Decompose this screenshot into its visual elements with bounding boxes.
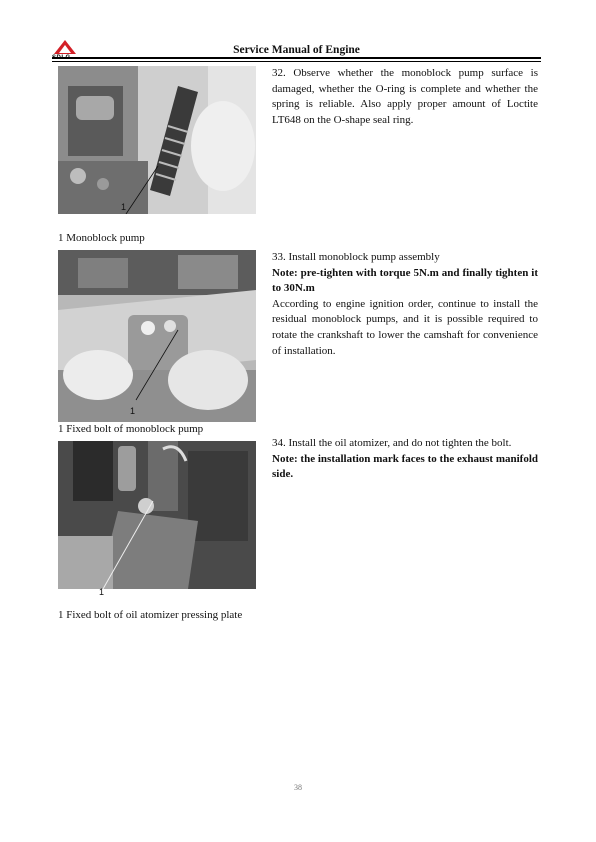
header-rule-thin bbox=[52, 61, 541, 62]
figure-caption: 1 Monoblock pump bbox=[58, 232, 145, 244]
figure-caption: 1 Fixed bolt of oil atomizer pressing plate bbox=[58, 609, 243, 621]
page-number: 38 bbox=[294, 783, 302, 792]
step-body: 33. Install monoblock pump assembly bbox=[272, 251, 440, 263]
logo-text: SDLG bbox=[52, 55, 71, 61]
page-header bbox=[52, 40, 541, 68]
monoblock-pump-bolt-photo bbox=[58, 250, 256, 422]
step-33 bbox=[272, 250, 538, 359]
figure-caption: 1 Fixed bolt of monoblock pump bbox=[58, 423, 204, 435]
step-body: 32. Observe whether the monoblock pump surface is damaged, whether the O-ring is complete and whether the spring is reliable. Also apply proper amount of Loctite LT648 on the O-shape seal ring. bbox=[272, 67, 538, 126]
figure-callout-number: 1 bbox=[99, 587, 105, 597]
oil-atomizer-bolt-photo bbox=[58, 441, 256, 599]
step-extra: According to engine ignition order, continue to install the residual monoblock pumps, and it is possible required to rotate the crankshaft to lower the camshaft for convenience of installation. bbox=[272, 297, 538, 357]
figure-callout-number: 1 bbox=[121, 202, 127, 212]
figure-callout-number: 1 bbox=[130, 406, 136, 416]
monoblock-pump-photo bbox=[58, 66, 256, 214]
step-32 bbox=[272, 66, 538, 128]
header-rule-thick bbox=[52, 57, 541, 59]
step-note: Note: pre-tighten with torque 5N.m and finally tighten it to 30N.m bbox=[272, 266, 538, 295]
step-note: Note: the installation mark faces to the exhaust manifold side. bbox=[272, 452, 538, 481]
header-title: Service Manual of Engine bbox=[233, 44, 360, 56]
step-body: 34. Install the oil atomizer, and do not tighten the bolt. bbox=[272, 437, 512, 449]
step-34 bbox=[272, 436, 538, 483]
